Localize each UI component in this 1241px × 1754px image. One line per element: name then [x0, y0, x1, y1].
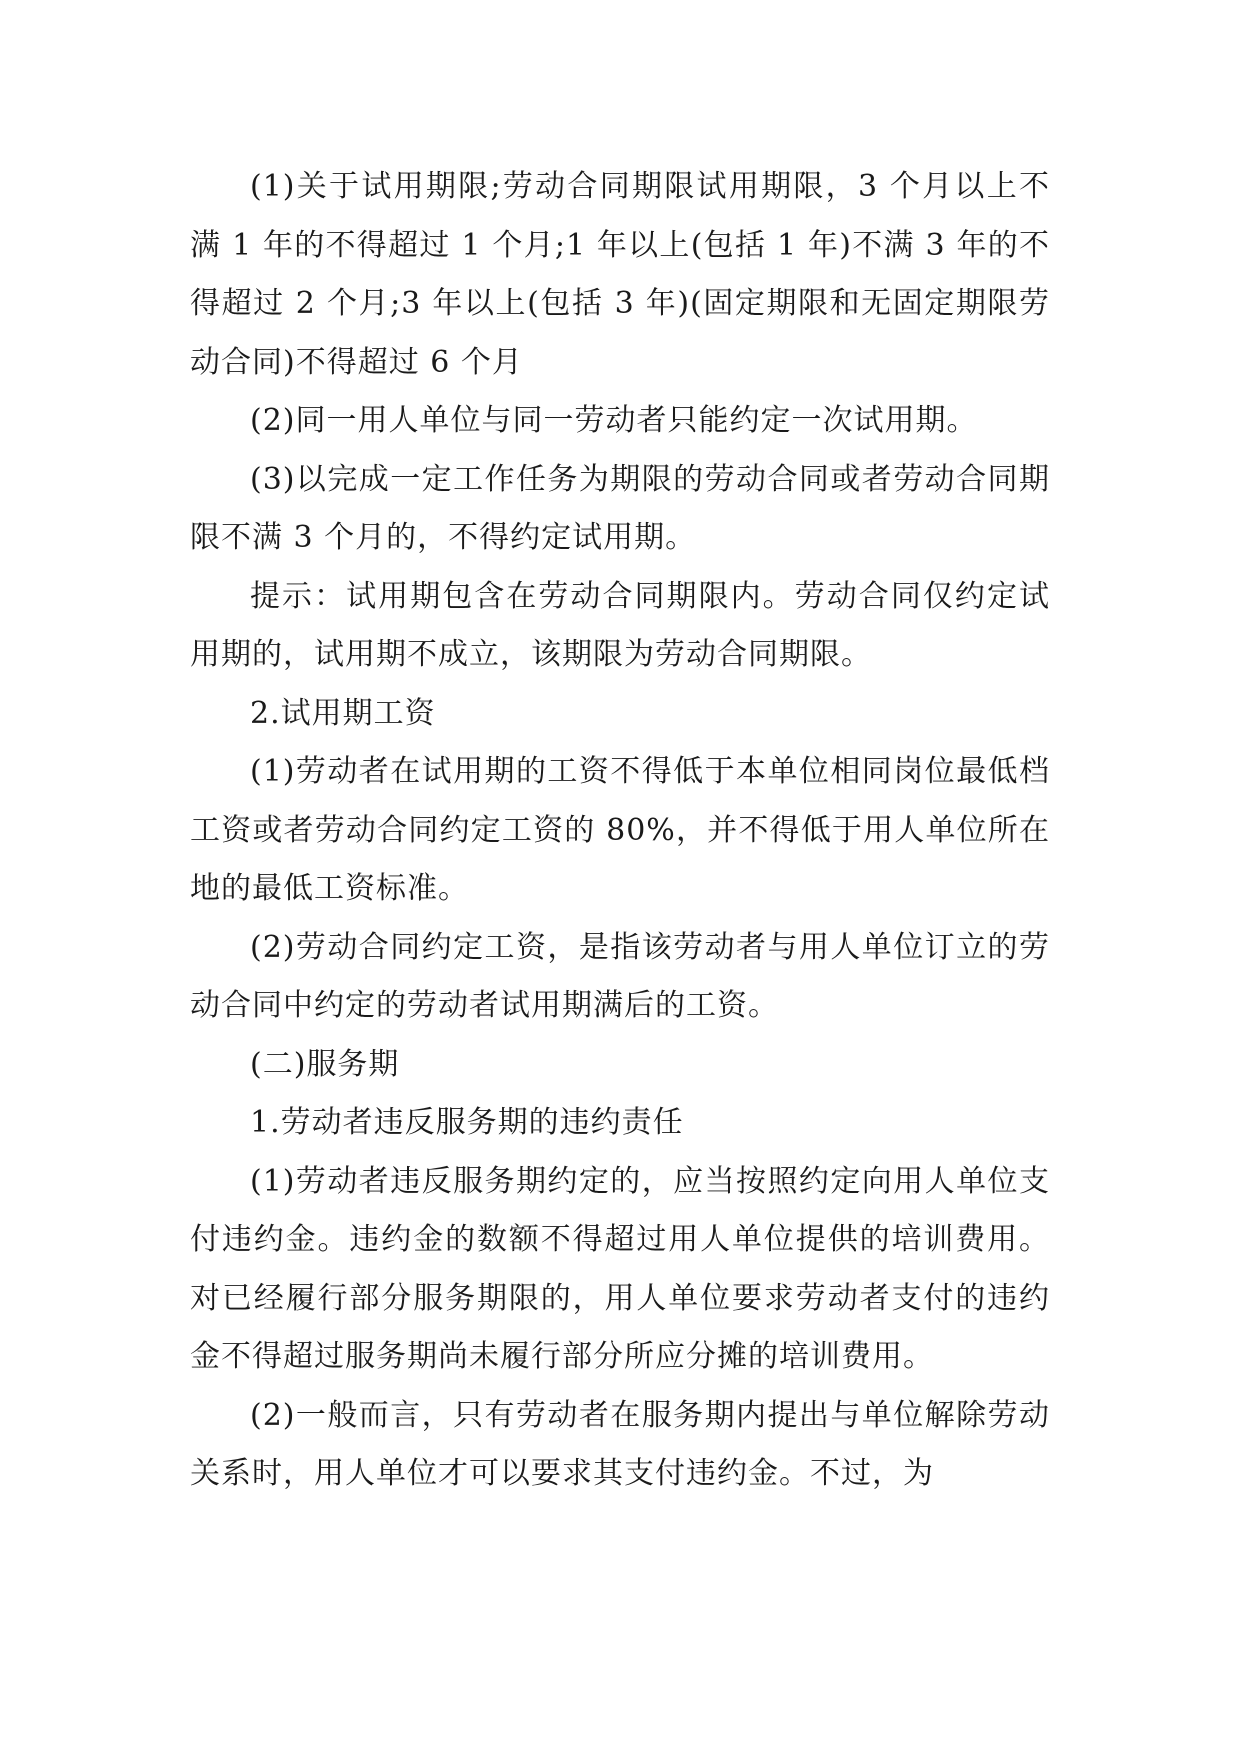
heading-service-period-breach: 1.劳动者违反服务期的违约责任	[250, 1105, 684, 1140]
paragraph-probation-tip: 提示：试用期包含在劳动合同期限内。劳动合同仅约定试用期的，试用期不成立，该期限为劳动合同期限。	[190, 578, 1050, 672]
document-body	[190, 158, 1050, 1504]
paragraph-probation-once-only: (2)同一用人单位与同一劳动者只能约定一次试用期。	[250, 403, 978, 438]
paragraph-probation-wage-minimum: (1)劳动者在试用期的工资不得低于本单位相同岗位最低档工资或者劳动合同约定工资的 80%，并不得低于用人单位所在地的最低工资标准。	[190, 754, 1050, 906]
heading-probation-wage: 2.试用期工资	[250, 695, 436, 731]
paragraph-probation-term-limits: (1)关于试用期限;劳动合同期限试用期限，3 个月以上不满 1 年的不得超过 1 个月;1 年以上(包括 1 年)不满 3 年的不得超过 2 个月;3 年以上(包括 3 年)(固定期限和无固定期限劳动合同)不得超过 6 个月	[190, 169, 1050, 380]
paragraph-no-probation-cases: (3)以完成一定工作任务为期限的劳动合同或者劳动合同期限不满 3 个月的，不得约定试用期。	[190, 461, 1050, 555]
heading-service-period: (二)服务期	[250, 1046, 400, 1082]
paragraph-breach-conditions: (2)一般而言，只有劳动者在服务期内提出与单位解除劳动关系时，用人单位才可以要求其支付违约金。不过，为	[190, 1397, 1050, 1491]
paragraph-breach-penalty: (1)劳动者违反服务期约定的，应当按照约定向用人单位支付违约金。违约金的数额不得超过用人单位提供的培训费用。对已经履行部分服务期限的，用人单位要求劳动者支付的违约金不得超过服务期尚未履行部分所应分摊的培训费用。	[190, 1163, 1050, 1374]
paragraph-contract-wage-definition: (2)劳动合同约定工资，是指该劳动者与用人单位订立的劳动合同中约定的劳动者试用期满后的工资。	[190, 929, 1050, 1023]
